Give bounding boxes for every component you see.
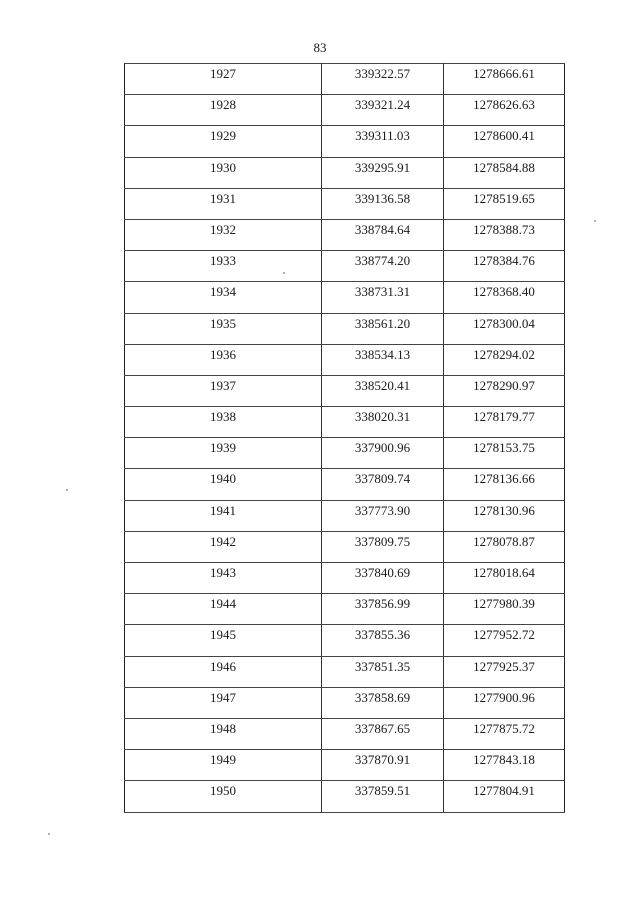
- coordinate-table: [124, 63, 565, 813]
- cell-text: 1278626.63: [473, 97, 535, 113]
- y-coordinate-cell: [444, 469, 565, 500]
- table-row: [125, 438, 565, 469]
- cell-text: 337870.91: [354, 752, 411, 768]
- cell-text: 1278153.75: [473, 440, 535, 456]
- scan-speck: [594, 220, 596, 222]
- cell-text: 1277900.96: [473, 689, 535, 705]
- cell-text: 338561.20: [354, 315, 411, 331]
- x-coordinate-cell: [322, 656, 444, 687]
- cell-text: 339322.57: [354, 66, 411, 81]
- year-cell: [125, 625, 322, 656]
- y-coordinate-cell: [444, 407, 565, 438]
- cell-text: 1278584.88: [473, 159, 535, 175]
- x-coordinate-cell: [322, 407, 444, 438]
- y-coordinate-cell: [444, 781, 565, 812]
- year-cell: [125, 282, 322, 313]
- y-coordinate-cell: [444, 219, 565, 250]
- cell-text: 1278136.66: [473, 471, 535, 487]
- year-cell: [125, 531, 322, 562]
- cell-text: 1941: [210, 502, 236, 518]
- table-row: [125, 563, 565, 594]
- x-coordinate-cell: [322, 126, 444, 157]
- page-number: 83: [313, 40, 327, 55]
- x-coordinate-cell: [322, 95, 444, 126]
- cell-text: 1930: [210, 159, 236, 175]
- cell-text: 339136.58: [354, 190, 411, 206]
- y-coordinate-cell: [444, 438, 565, 469]
- y-coordinate-cell: [444, 531, 565, 562]
- cell-text: 337809.74: [354, 471, 411, 487]
- cell-text: 1937: [210, 377, 236, 393]
- cell-text: 1278666.61: [473, 66, 535, 81]
- cell-text: 338534.13: [354, 346, 411, 362]
- table-row: [125, 718, 565, 749]
- year-cell: [125, 750, 322, 781]
- year-cell: [125, 594, 322, 625]
- year-cell: [125, 157, 322, 188]
- cell-text: 1934: [210, 284, 236, 300]
- cell-text: 339311.03: [355, 128, 410, 144]
- cell-text: 1940: [210, 471, 236, 487]
- x-coordinate-cell: [322, 625, 444, 656]
- year-cell: [125, 344, 322, 375]
- cell-text: 1945: [210, 627, 236, 643]
- cell-text: 1933: [210, 253, 236, 269]
- table-row: [125, 687, 565, 718]
- cell-text: 1278519.65: [473, 190, 535, 206]
- cell-text: 338784.64: [354, 221, 411, 237]
- cell-text: 1278290.97: [473, 377, 535, 393]
- y-coordinate-cell: [444, 375, 565, 406]
- cell-text: 1946: [210, 658, 236, 674]
- cell-text: 1277952.72: [473, 627, 535, 643]
- x-coordinate-cell: [322, 687, 444, 718]
- table-row: [125, 64, 565, 95]
- cell-text: 1942: [210, 533, 236, 549]
- table-row: [125, 95, 565, 126]
- cell-text: 337851.35: [354, 658, 411, 674]
- year-cell: [125, 313, 322, 344]
- table-row: [125, 219, 565, 250]
- cell-text: 337858.69: [354, 689, 411, 705]
- scan-speck: [283, 272, 285, 274]
- x-coordinate-cell: [322, 313, 444, 344]
- x-coordinate-cell: [322, 718, 444, 749]
- cell-text: 1943: [210, 565, 236, 580]
- table-row: [125, 282, 565, 313]
- cell-text: 337855.36: [354, 627, 411, 643]
- x-coordinate-cell: [322, 438, 444, 469]
- cell-text: 1938: [210, 409, 236, 425]
- table-row: [125, 531, 565, 562]
- cell-text: 1278179.77: [473, 409, 535, 425]
- y-coordinate-cell: [444, 718, 565, 749]
- year-cell: [125, 188, 322, 219]
- table-row: [125, 344, 565, 375]
- cell-text: 1278600.41: [473, 128, 535, 144]
- cell-text: 337867.65: [354, 720, 411, 736]
- cell-text: 1277925.37: [473, 658, 535, 674]
- cell-text: 338731.31: [354, 284, 411, 300]
- y-coordinate-cell: [444, 188, 565, 219]
- table-row: [125, 251, 565, 282]
- cell-text: 337856.99: [354, 596, 411, 612]
- cell-text: 1944: [210, 596, 236, 612]
- year-cell: [125, 438, 322, 469]
- cell-text: 337773.90: [354, 502, 411, 518]
- cell-text: 1278388.73: [473, 221, 535, 237]
- x-coordinate-cell: [322, 563, 444, 594]
- year-cell: [125, 781, 322, 812]
- cell-text: 1948: [210, 720, 236, 736]
- cell-text: 1939: [210, 440, 236, 456]
- cell-text: 1278130.96: [473, 502, 535, 518]
- y-coordinate-cell: [444, 126, 565, 157]
- y-coordinate-cell: [444, 594, 565, 625]
- cell-text: 1277843.18: [473, 752, 535, 768]
- cell-text: 1277875.72: [473, 720, 535, 736]
- table-row: [125, 126, 565, 157]
- table-row: [125, 656, 565, 687]
- scan-speck: [66, 489, 68, 491]
- year-cell: [125, 64, 322, 95]
- x-coordinate-cell: [322, 251, 444, 282]
- cell-text: 1950: [210, 783, 236, 799]
- x-coordinate-cell: [322, 469, 444, 500]
- cell-text: 1278018.64: [473, 565, 535, 580]
- cell-text: 1947: [210, 689, 236, 705]
- y-coordinate-cell: [444, 750, 565, 781]
- year-cell: [125, 687, 322, 718]
- year-cell: [125, 251, 322, 282]
- table-row: [125, 157, 565, 188]
- y-coordinate-cell: [444, 64, 565, 95]
- y-coordinate-cell: [444, 500, 565, 531]
- cell-text: 1277980.39: [473, 596, 535, 612]
- y-coordinate-cell: [444, 313, 565, 344]
- cell-text: 1278384.76: [473, 253, 535, 269]
- cell-text: 1278078.87: [473, 533, 535, 549]
- year-cell: [125, 375, 322, 406]
- cell-text: 337900.96: [354, 440, 411, 456]
- cell-text: 338774.20: [354, 253, 411, 269]
- y-coordinate-cell: [444, 687, 565, 718]
- cell-text: 1932: [210, 221, 236, 237]
- year-cell: [125, 95, 322, 126]
- cell-text: 339321.24: [354, 97, 411, 113]
- year-cell: [125, 656, 322, 687]
- year-cell: [125, 219, 322, 250]
- cell-text: 1927: [210, 66, 236, 81]
- cell-text: 1278300.04: [473, 315, 535, 331]
- x-coordinate-cell: [322, 157, 444, 188]
- y-coordinate-cell: [444, 344, 565, 375]
- x-coordinate-cell: [322, 188, 444, 219]
- year-cell: [125, 407, 322, 438]
- y-coordinate-cell: [444, 563, 565, 594]
- year-cell: [125, 500, 322, 531]
- y-coordinate-cell: [444, 625, 565, 656]
- x-coordinate-cell: [322, 500, 444, 531]
- table-row: [125, 188, 565, 219]
- cell-text: 337840.69: [354, 565, 411, 580]
- y-coordinate-cell: [444, 656, 565, 687]
- table-row: [125, 407, 565, 438]
- cell-text: 337859.51: [354, 783, 411, 799]
- cell-text: 1277804.91: [473, 783, 535, 799]
- year-cell: [125, 469, 322, 500]
- x-coordinate-cell: [322, 594, 444, 625]
- year-cell: [125, 718, 322, 749]
- cell-text: 337809.75: [354, 533, 411, 549]
- x-coordinate-cell: [322, 282, 444, 313]
- table-row: [125, 781, 565, 812]
- y-coordinate-cell: [444, 157, 565, 188]
- cell-text: 1949: [210, 752, 236, 768]
- cell-text: 1928: [210, 97, 236, 113]
- table-row: [125, 625, 565, 656]
- table-row: [125, 313, 565, 344]
- x-coordinate-cell: [322, 531, 444, 562]
- y-coordinate-cell: [444, 282, 565, 313]
- table-row: [125, 500, 565, 531]
- year-cell: [125, 563, 322, 594]
- x-coordinate-cell: [322, 750, 444, 781]
- x-coordinate-cell: [322, 219, 444, 250]
- cell-text: 1929: [210, 128, 236, 144]
- table-row: [125, 594, 565, 625]
- x-coordinate-cell: [322, 344, 444, 375]
- x-coordinate-cell: [322, 375, 444, 406]
- y-coordinate-cell: [444, 95, 565, 126]
- cell-text: 339295.91: [354, 159, 411, 175]
- cell-text: 338020.31: [354, 409, 411, 425]
- table-body: [125, 64, 565, 813]
- scan-speck: [48, 833, 50, 835]
- table-row: [125, 750, 565, 781]
- cell-text: 338520.41: [354, 377, 411, 393]
- y-coordinate-cell: [444, 251, 565, 282]
- year-cell: [125, 126, 322, 157]
- table-row: [125, 375, 565, 406]
- cell-text: 1936: [210, 346, 236, 362]
- cell-text: 1278368.40: [473, 284, 535, 300]
- x-coordinate-cell: [322, 781, 444, 812]
- cell-text: 1935: [210, 315, 236, 331]
- cell-text: 1278294.02: [473, 346, 535, 362]
- cell-text: 1931: [210, 190, 236, 206]
- x-coordinate-cell: [322, 64, 444, 95]
- table-row: [125, 469, 565, 500]
